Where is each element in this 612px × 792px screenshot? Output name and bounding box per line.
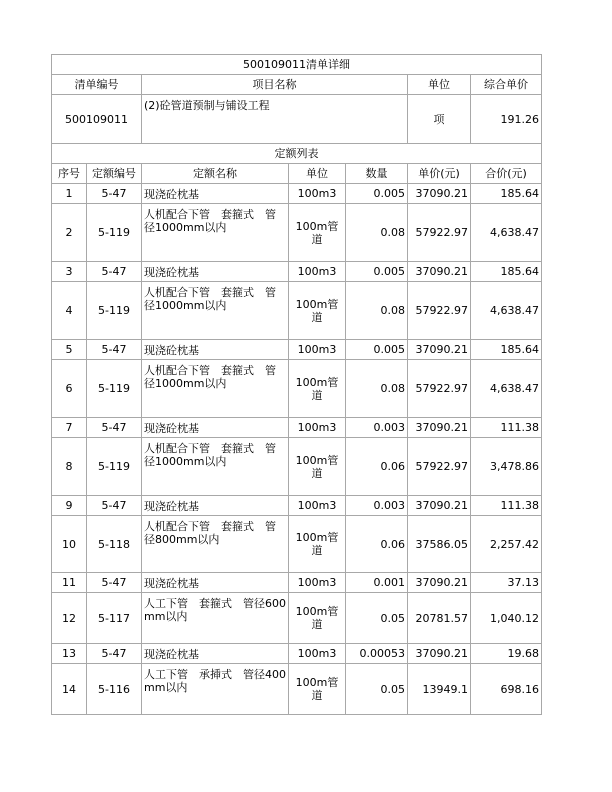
quota-title-row: [52, 144, 542, 164]
quota-name: 人机配合下管 套箍式 管径1000mm以内: [142, 282, 289, 340]
quota-row: [52, 644, 542, 664]
quota-seq-header: 序号: [52, 164, 87, 184]
quota-row: [52, 418, 542, 438]
quota-total: 185.64: [471, 340, 542, 360]
quota-unit: 100m3: [289, 496, 346, 516]
quota-seq: 11: [52, 573, 87, 593]
quota-unit: 100m管道: [289, 593, 346, 644]
quota-qty: 0.08: [346, 360, 408, 418]
quota-code-header: 定额编号: [87, 164, 142, 184]
quota-unit: 100m管道: [289, 360, 346, 418]
quota-qty: 0.003: [346, 496, 408, 516]
quota-qty: 0.005: [346, 340, 408, 360]
quota-qty: 0.001: [346, 573, 408, 593]
quota-name: 人机配合下管 套箍式 管径800mm以内: [142, 516, 289, 573]
quota-price: 57922.97: [408, 438, 471, 496]
quota-code: 5-47: [87, 340, 142, 360]
quota-qty: 0.005: [346, 184, 408, 204]
quota-unit-header: 单位: [289, 164, 346, 184]
bill-detail-table: [51, 54, 542, 715]
quota-code: 5-47: [87, 644, 142, 664]
bill-unit-header: 单位: [408, 75, 471, 95]
quota-unit: 100m3: [289, 262, 346, 282]
quota-code: 5-119: [87, 282, 142, 340]
quota-total: 111.38: [471, 418, 542, 438]
quota-name: 人机配合下管 套箍式 管径1000mm以内: [142, 438, 289, 496]
quota-row: [52, 262, 542, 282]
quota-code: 5-119: [87, 360, 142, 418]
quota-price: 37090.21: [408, 644, 471, 664]
quota-seq: 6: [52, 360, 87, 418]
quota-qty: 0.08: [346, 282, 408, 340]
quota-row: [52, 282, 542, 340]
quota-seq: 1: [52, 184, 87, 204]
quota-seq: 9: [52, 496, 87, 516]
quota-name: 人机配合下管 套箍式 管径1000mm以内: [142, 204, 289, 262]
quota-unit: 100m管道: [289, 438, 346, 496]
bill-title: 500109011清单详细: [52, 55, 542, 75]
bill-title-row: [52, 55, 542, 75]
quota-total: 111.38: [471, 496, 542, 516]
quota-total: 1,040.12: [471, 593, 542, 644]
quota-seq: 10: [52, 516, 87, 573]
quota-title: 定额列表: [52, 144, 542, 164]
quota-price: 13949.1: [408, 664, 471, 715]
bill-item-row: [52, 95, 542, 144]
quota-price: 57922.97: [408, 282, 471, 340]
quota-total: 37.13: [471, 573, 542, 593]
quota-total: 4,638.47: [471, 204, 542, 262]
quota-price: 37586.05: [408, 516, 471, 573]
quota-total: 698.16: [471, 664, 542, 715]
quota-row: [52, 184, 542, 204]
quota-total: 2,257.42: [471, 516, 542, 573]
quota-row: [52, 573, 542, 593]
bill-name-value: (2)砼管道预制与铺设工程: [142, 95, 408, 144]
quota-price: 37090.21: [408, 340, 471, 360]
quota-unit: 100m管道: [289, 664, 346, 715]
quota-unit: 100m3: [289, 644, 346, 664]
bill-price-header: 综合单价: [471, 75, 542, 95]
quota-unit: 100m3: [289, 340, 346, 360]
bill-detail-sheet: [51, 54, 541, 715]
quota-total: 4,638.47: [471, 360, 542, 418]
quota-qty: 0.05: [346, 593, 408, 644]
quota-code: 5-47: [87, 496, 142, 516]
quota-total: 19.68: [471, 644, 542, 664]
quota-name: 现浇砼枕基: [142, 262, 289, 282]
quota-unit: 100m管道: [289, 282, 346, 340]
quota-total-header: 合价(元): [471, 164, 542, 184]
quota-qty: 0.08: [346, 204, 408, 262]
quota-seq: 5: [52, 340, 87, 360]
quota-name: 现浇砼枕基: [142, 573, 289, 593]
quota-qty-header: 数量: [346, 164, 408, 184]
bill-code-value: 500109011: [52, 95, 142, 144]
quota-seq: 13: [52, 644, 87, 664]
quota-unit: 100m管道: [289, 516, 346, 573]
quota-name: 人工下管 套箍式 管径600mm以内: [142, 593, 289, 644]
quota-seq: 3: [52, 262, 87, 282]
quota-row: [52, 664, 542, 715]
quota-row: [52, 204, 542, 262]
quota-price: 57922.97: [408, 360, 471, 418]
quota-seq: 8: [52, 438, 87, 496]
quota-code: 5-47: [87, 573, 142, 593]
quota-code: 5-47: [87, 262, 142, 282]
quota-row: [52, 340, 542, 360]
bill-code-header: 清单编号: [52, 75, 142, 95]
quota-price: 37090.21: [408, 184, 471, 204]
quota-name: 现浇砼枕基: [142, 340, 289, 360]
quota-name: 现浇砼枕基: [142, 496, 289, 516]
quota-name: 现浇砼枕基: [142, 644, 289, 664]
quota-qty: 0.005: [346, 262, 408, 282]
quota-total: 185.64: [471, 184, 542, 204]
quota-seq: 12: [52, 593, 87, 644]
quota-qty: 0.003: [346, 418, 408, 438]
quota-price: 57922.97: [408, 204, 471, 262]
quota-row: [52, 438, 542, 496]
quota-qty: 0.06: [346, 516, 408, 573]
quota-unit: 100m3: [289, 184, 346, 204]
quota-unit: 100m3: [289, 418, 346, 438]
quota-seq: 14: [52, 664, 87, 715]
quota-code: 5-117: [87, 593, 142, 644]
quota-price: 37090.21: [408, 573, 471, 593]
quota-qty: 0.06: [346, 438, 408, 496]
quota-seq: 4: [52, 282, 87, 340]
bill-name-header: 项目名称: [142, 75, 408, 95]
quota-row: [52, 360, 542, 418]
quota-code: 5-47: [87, 418, 142, 438]
quota-code: 5-119: [87, 204, 142, 262]
quota-price-header: 单价(元): [408, 164, 471, 184]
bill-header-row: [52, 75, 542, 95]
quota-name: 人工下管 承揷式 管径400mm以内: [142, 664, 289, 715]
bill-price-value: 191.26: [471, 95, 542, 144]
quota-total: 185.64: [471, 262, 542, 282]
quota-code: 5-47: [87, 184, 142, 204]
quota-price: 37090.21: [408, 418, 471, 438]
quota-name-header: 定额名称: [142, 164, 289, 184]
quota-code: 5-119: [87, 438, 142, 496]
quota-qty: 0.05: [346, 664, 408, 715]
quota-name: 人机配合下管 套箍式 管径1000mm以内: [142, 360, 289, 418]
quota-total: 3,478.86: [471, 438, 542, 496]
quota-unit: 100m3: [289, 573, 346, 593]
quota-name: 现浇砼枕基: [142, 418, 289, 438]
quota-rows: [52, 184, 542, 715]
quota-seq: 7: [52, 418, 87, 438]
quota-row: [52, 496, 542, 516]
quota-name: 现浇砼枕基: [142, 184, 289, 204]
bill-unit-value: 项: [408, 95, 471, 144]
quota-price: 37090.21: [408, 262, 471, 282]
quota-row: [52, 516, 542, 573]
quota-price: 20781.57: [408, 593, 471, 644]
quota-total: 4,638.47: [471, 282, 542, 340]
quota-unit: 100m管道: [289, 204, 346, 262]
quota-seq: 2: [52, 204, 87, 262]
quota-code: 5-118: [87, 516, 142, 573]
quota-qty: 0.00053: [346, 644, 408, 664]
quota-row: [52, 593, 542, 644]
bill-section: [52, 55, 542, 184]
quota-header-row: [52, 164, 542, 184]
quota-code: 5-116: [87, 664, 142, 715]
quota-price: 37090.21: [408, 496, 471, 516]
